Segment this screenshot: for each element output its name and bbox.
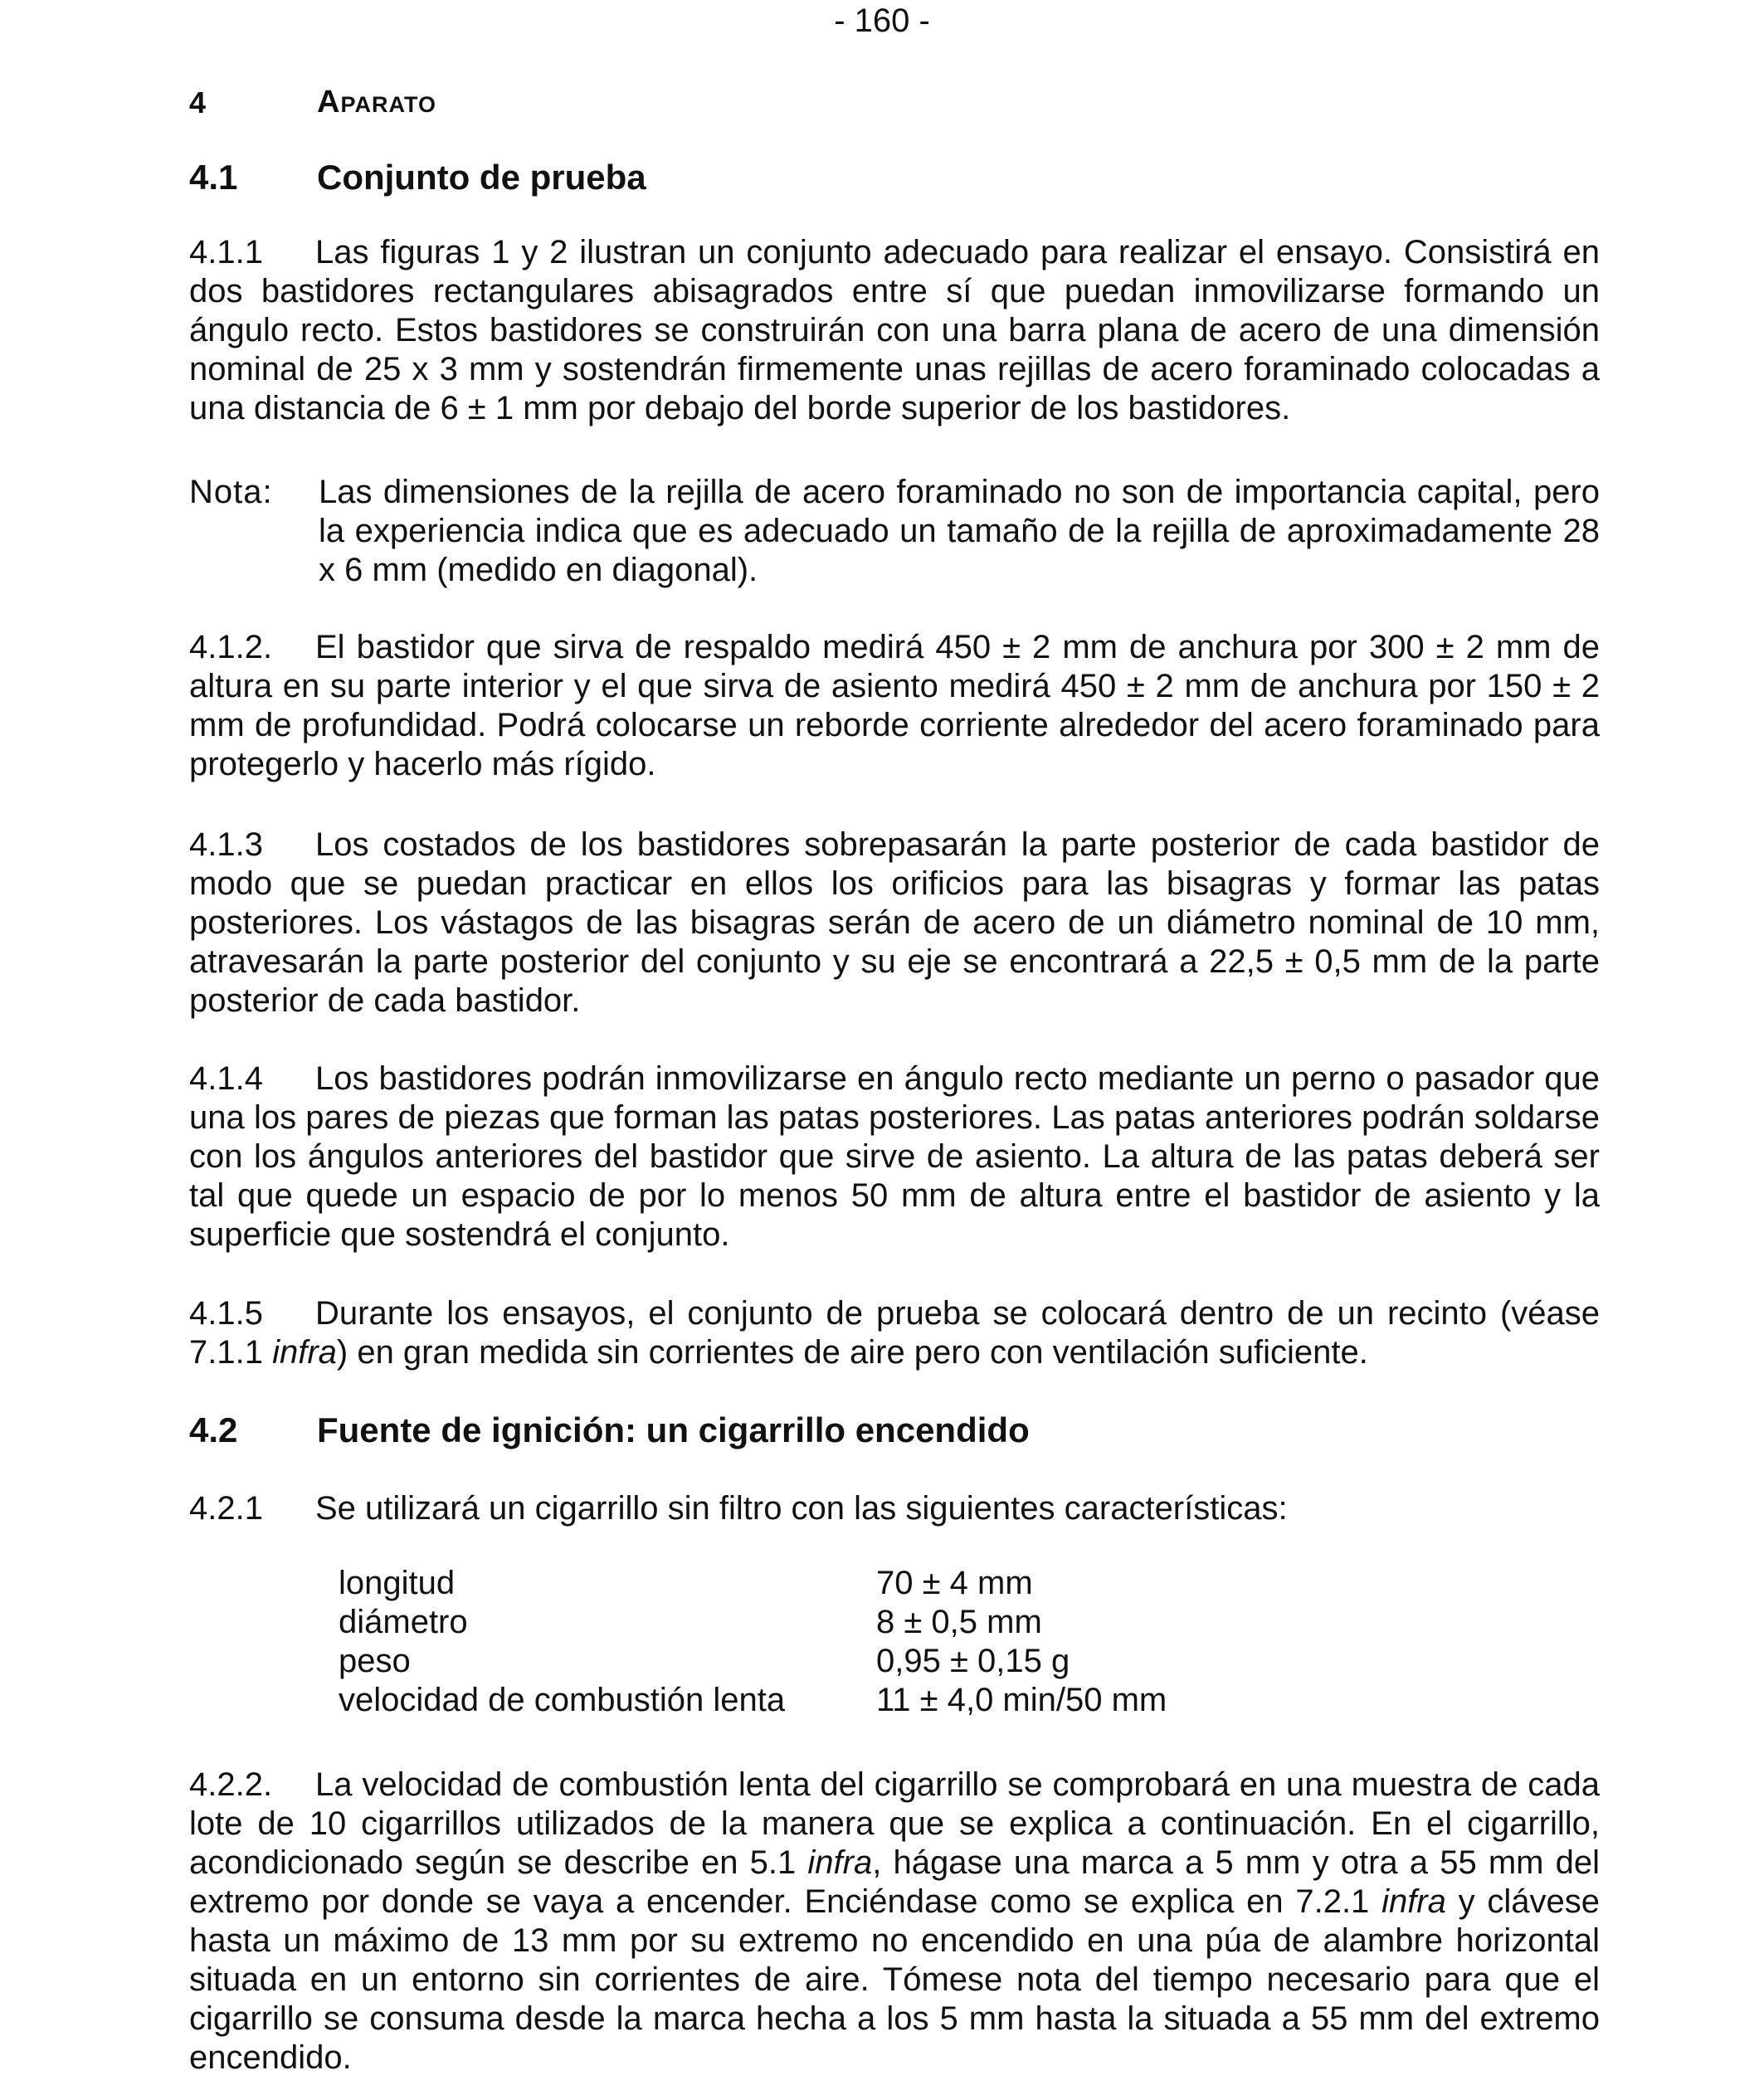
specs-row [339,1681,1167,1720]
paragraph-number: 4.1.1 [189,234,263,270]
paragraph-text: Se utilizará un cigarrillo sin filtro con las siguientes características: [315,1490,1288,1527]
section-title: Aparato [317,85,436,119]
paragraph-number: 4.1.2. [189,629,273,665]
paragraph-text-a: Durante los ensayos, el conjunto de prueba se colocará dentro de un recinto (véase 7.1.1 [189,1295,1600,1371]
subsection-number: 4.1 [189,158,238,197]
paragraph-text-b: ) en gran medida sin corrientes de aire pero con ventilación suficiente. [336,1334,1368,1371]
note [189,473,1600,590]
section-number: 4 [189,85,207,119]
spec-value: 11 ± 4,0 min/50 mm [876,1682,1167,1718]
subsection-number: 4.2 [189,1410,238,1449]
paragraph-4-1-5 [189,1294,1600,1372]
paragraph-4-1-1 [189,233,1600,428]
paragraph-4-1-4 [189,1059,1600,1254]
specs-row [339,1642,1167,1681]
spec-label: diámetro [339,1604,468,1640]
paragraph-text-b: , hágase una marca a 5 mm y otra a 55 mm del extremo por donde se vaya a encender. Enciéndase como se explica en 7.2.1 [189,1844,1601,1920]
subsection-heading-4-2 [189,1410,1030,1449]
spec-label: longitud [339,1565,456,1601]
specs-row [339,1564,1167,1603]
spec-value: 8 ± 0,5 mm [876,1604,1042,1640]
paragraph-number: 4.1.3 [189,826,263,863]
paragraph-4-2-1 [189,1489,1600,1528]
paragraph-text-italic: infra [807,1844,873,1881]
note-label: Nota: [189,474,273,510]
spec-value: 70 ± 4 mm [876,1565,1033,1601]
subsection-title: Conjunto de prueba [317,158,646,197]
page-number: - 160 - [834,2,930,39]
paragraph-number: 4.1.5 [189,1295,263,1332]
paragraph-4-1-2 [189,628,1600,784]
paragraph-text-c: y clávese hasta un máximo de 13 mm por su extremo no encendido en una púa de alambre horizontal situada en un entorno sin corrientes de aire. Tómese nota del tiempo necesario para que el cigarrillo se consuma desde la marca hecha a los 5 mm hasta la situada a 55 mm del extremo encendido. [189,1883,1601,2076]
note-text: Las dimensiones de la rejilla de acero foraminado no son de importancia capital, pero la experiencia indica que es adecuado un tamaño de la rejilla de aproximadamente 28 x 6 mm (medido en diagonal). [319,474,1600,588]
paragraph-text-a: La velocidad de combustión lenta del cigarrillo se comprobará en una muestra de cada lote de 10 cigarrillos utilizados de la manera que se explica a continuación. En el cigarrillo, acondicionado según se describe en 5.1 [189,1766,1600,1881]
paragraph-number: 4.2.2. [189,1766,273,1803]
paragraph-number: 4.1.4 [189,1060,263,1097]
paragraph-text-italic: infra [272,1334,337,1371]
paragraph-text: Los costados de los bastidores sobrepasarán la parte posterior de cada bastidor de modo que se puedan practicar en ellos los orificios para las bisagras y formar las patas posteriores. Los vástagos de las bisagras serán de acero de un diámetro nominal de 10 mm, atravesarán la parte posterior del conjunto y su eje se encontrará a 22,5 ± 0,5 mm de la parte posterior de cada bastidor. [189,826,1600,1019]
paragraph-text: Las figuras 1 y 2 ilustran un conjunto adecuado para realizar el ensayo. Consistirá en dos bastidores rectangulares abisagrados entre sí que puedan inmovilizarse formando un ángulo recto. Estos bastidores se construirán con una barra plana de acero de una dimensión nominal de 25 x 3 mm y sostendrán firmemente unas rejillas de acero foraminado colocadas a una distancia de 6 ± 1 mm por debajo del borde superior de los bastidores. [189,234,1600,426]
cigarette-specs-table [339,1564,1167,1720]
paragraph-4-2-2 [189,1766,1600,2078]
paragraph-number: 4.2.1 [189,1490,263,1527]
paragraph-text: Los bastidores podrán inmovilizarse en ángulo recto mediante un perno o pasador que una los pares de piezas que forman las patas posteriores. Las patas anteriores podrán soldarse con los ángulos anteriores del bastidor que sirve de asiento. La altura de las patas deberá ser tal que quede un espacio de por lo menos 50 mm de altura entre el bastidor de asiento y la superficie que sostendrá el conjunto. [189,1060,1600,1253]
paragraph-text: El bastidor que sirva de respaldo medirá 450 ± 2 mm de anchura por 300 ± 2 mm de altura en su parte interior y el que sirva de asiento medirá 450 ± 2 mm de anchura por 150 ± 2 mm de profundidad. Podrá colocarse un reborde corriente alrededor del acero foraminado para protegerlo y hacerlo más rígido. [189,629,1600,782]
subsection-heading-4-1 [189,158,646,197]
section-heading [189,83,436,122]
spec-value: 0,95 ± 0,15 g [876,1643,1070,1679]
paragraph-text-italic: infra [1381,1883,1446,1920]
spec-label: velocidad de combustión lenta [339,1682,786,1718]
spec-label: peso [339,1643,411,1679]
paragraph-4-1-3 [189,826,1600,1021]
subsection-title: Fuente de ignición: un cigarrillo encendido [317,1410,1030,1449]
specs-row [339,1603,1167,1642]
